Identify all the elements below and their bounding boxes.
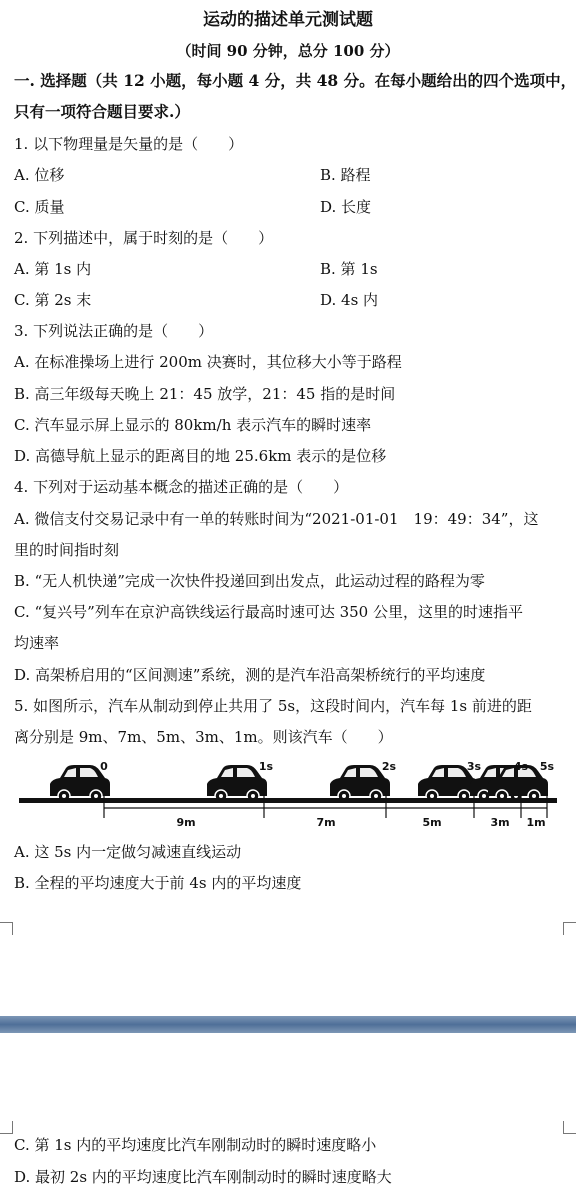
q5-stem-line2: 离分别是 9m、7m、5m、3m、1m。则该汽车（ ）	[14, 728, 393, 746]
distance-label-3m: 3m	[490, 816, 510, 829]
time-label-5s: 5s	[539, 760, 555, 773]
time-label-4s: 4s	[513, 760, 529, 773]
document-title: 运动的描述单元测试题	[203, 10, 373, 30]
q5-option-b: B. 全程的平均速度大于前 4s 内的平均速度	[14, 874, 302, 892]
page-corner-mark	[0, 922, 13, 935]
q2-option-b: B. 第 1s	[320, 260, 378, 278]
q3-option-b: B. 高三年级每天晚上 21：45 放学，21：45 指的是时间	[14, 385, 396, 403]
q4-stem: 4. 下列对于运动基本概念的描述正确的是（ ）	[14, 478, 349, 496]
distance-label-7m: 7m	[316, 816, 336, 829]
distance-label-1m: 1m	[526, 816, 546, 829]
road-line	[19, 798, 557, 803]
q4-option-d: D. 高架桥启用的“区间测速”系统，测的是汽车沿高架桥统行的平均速度	[14, 666, 486, 684]
q1-option-d: D. 长度	[320, 198, 372, 216]
page-corner-mark	[563, 1121, 576, 1134]
q2-option-d: D. 4s 内	[320, 291, 379, 309]
distance-label-5m: 5m	[422, 816, 442, 829]
q3-option-d: D. 高德导航上显示的距离目的地 25.6km 表示的是位移	[14, 447, 387, 465]
time-label-1s: 1s	[258, 760, 274, 773]
q2-option-c: C. 第 2s 末	[14, 291, 92, 309]
q3-stem: 3. 下列说法正确的是（ ）	[14, 322, 214, 340]
braking-car-figure	[0, 756, 576, 836]
q5-option-a: A. 这 5s 内一定做匀减速直线运动	[14, 843, 242, 861]
q1-option-a: A. 位移	[14, 166, 65, 184]
q4-option-b: B. “无人机快递”完成一次快件投递回到出发点，此运动过程的路程为零	[14, 572, 485, 590]
q1-option-b: B. 路程	[320, 166, 371, 184]
q2-option-a: A. 第 1s 内	[14, 260, 92, 278]
q3-option-c: C. 汽车显示屏上显示的 80km/h 表示汽车的瞬时速率	[14, 416, 372, 434]
q4-option-a-line2: 里的时间指时刻	[14, 541, 120, 559]
document-page-2	[0, 1033, 576, 1191]
q4-option-a-line1: A. 微信支付交易记录中有一单的转账时间为“2021-01-01 19：49：34”，这	[14, 510, 539, 528]
page-corner-mark	[0, 1121, 13, 1134]
q5-option-d: D. 最初 2s 内的平均速度比汽车刚制动时的瞬时速度略大	[14, 1168, 392, 1186]
page-corner-mark	[563, 922, 576, 935]
q1-option-c: C. 质量	[14, 198, 65, 216]
document-subtitle: （时间 90 分钟，总分 100 分）	[176, 42, 400, 60]
q2-stem: 2. 下列描述中，属于时刻的是（ ）	[14, 229, 274, 247]
q4-option-c-line1: C. “复兴号”列车在京沪高铁线运行最高时速可达 350 公里，这里的时速指平	[14, 603, 523, 621]
q5-option-c: C. 第 1s 内的平均速度比汽车刚制动时的瞬时速度略小	[14, 1136, 377, 1154]
section-heading-line2: 只有一项符合题目要求.）	[14, 102, 190, 121]
page-break-separator	[0, 1016, 576, 1033]
q4-option-c-line2: 均速率	[14, 634, 60, 652]
q3-option-a: A. 在标准操场上进行 200m 决赛时，其位移大小等于路程	[14, 353, 402, 371]
time-label-2s: 2s	[381, 760, 397, 773]
time-label-3s: 3s	[466, 760, 482, 773]
distance-label-9m: 9m	[176, 816, 196, 829]
q5-stem-line1: 5. 如图所示，汽车从制动到停止共用了 5s，这段时间内，汽车每 1s 前进的距	[14, 697, 532, 715]
time-label-0: 0	[100, 760, 108, 773]
q1-stem: 1. 以下物理量是矢量的是（ ）	[14, 135, 244, 153]
section-heading-line1: 一. 选择题（共 12 小题，每小题 4 分，共 48 分。在每小题给出的四个选项中，	[14, 71, 576, 90]
